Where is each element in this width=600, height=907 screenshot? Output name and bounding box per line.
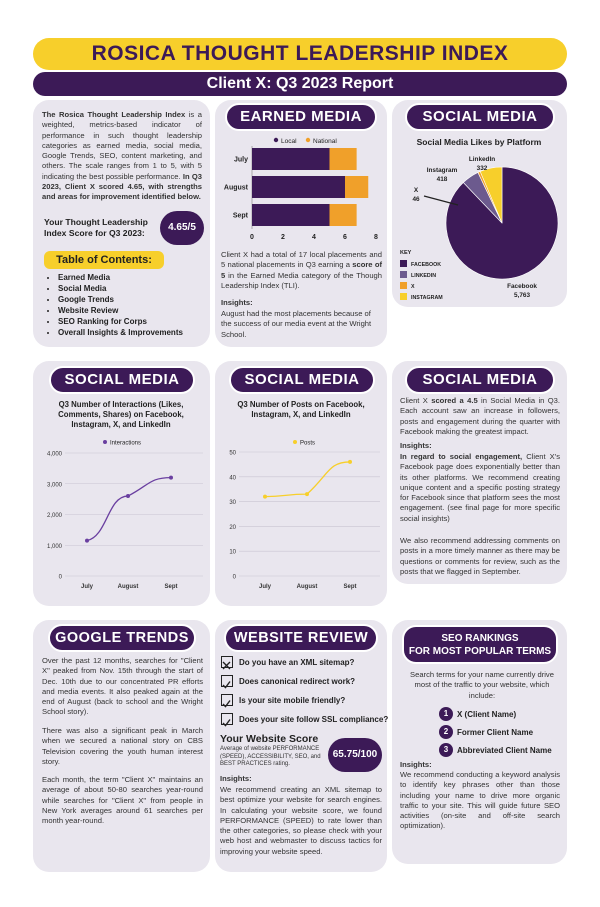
legend-local-swatch bbox=[274, 138, 278, 142]
pie-key-swatch bbox=[400, 293, 407, 300]
seo-insights-label: Insights: bbox=[400, 760, 432, 769]
social-text-p3: We also recommend addressing comments on posts in a more timely manner as there may be questions or comments for review, such as the posts that we flagged in September. bbox=[400, 536, 560, 576]
website-insights: We recommend creating an XML sitemap to best optimize your website for search engines. In calculating your website score, we found PERFORMANCE (SPEED) to rate lower than the other categories, so please check with your web host and webmaster to discuss tactics for improving your website speed. bbox=[220, 785, 382, 856]
y-tick-label: 20 bbox=[229, 524, 236, 531]
toc-list bbox=[46, 272, 206, 338]
seo-term-number: 1 bbox=[439, 707, 453, 721]
social-text-p1c: in Social Media in Q3. Each account saw an increase in followers, posts and engagement during the quarter with Facebook making the greatest impact. bbox=[400, 396, 560, 436]
em-x-tick: 0 bbox=[250, 234, 254, 241]
posts-legend-label: Posts bbox=[300, 440, 316, 447]
x-tick-label: July bbox=[80, 584, 94, 590]
seo-intro: Search terms for your name currently drive most of the traffic to your website, which include: bbox=[410, 670, 554, 700]
toc-item[interactable]: • Website Review bbox=[58, 305, 206, 316]
x-tick-label: Sept bbox=[343, 584, 357, 590]
google-trends-p2: There was also a significant peak in March when we secured a national story on CBS Television covering the youth human interest story. bbox=[42, 726, 203, 766]
y-tick-label: 4,000 bbox=[46, 451, 62, 458]
em-bar-local bbox=[252, 176, 345, 198]
seo-insights: We recommend conducting a keyword analysis to identify key phrases other than those including your name to drive more organic traffic to your site. This will guide future SEO activities (on-site and off-site search optimization). bbox=[400, 770, 560, 831]
interactions-chart-title-line2: Comments, Shares) on Facebook, bbox=[58, 410, 184, 419]
website-score-badge: 65.75/100 bbox=[328, 738, 382, 772]
interactions-chart-title-line1: Q3 Number of Interactions (Likes, bbox=[58, 400, 184, 409]
seo-term-label: X (Client Name) bbox=[457, 710, 517, 719]
seo-heading-line1: SEO RANKINGS bbox=[441, 633, 519, 644]
em-bar-national bbox=[345, 176, 368, 198]
interactions-legend-swatch bbox=[103, 440, 107, 444]
seo-term-label: Former Client Name bbox=[457, 728, 534, 737]
pie-label-linkedin-value: 332 bbox=[476, 165, 488, 172]
pie-label-linkedin-name: LinkedIn bbox=[468, 156, 496, 163]
earned-media-text bbox=[221, 250, 382, 291]
social-text-p1a: Client X bbox=[400, 396, 432, 405]
social-text-heading: SOCIAL MEDIA bbox=[405, 366, 555, 394]
posts-chart-title-line1: Q3 Number of Posts on Facebook, bbox=[237, 400, 365, 409]
seo-term-number: 2 bbox=[439, 725, 453, 739]
data-point bbox=[85, 539, 89, 543]
y-tick-label: 1,000 bbox=[46, 543, 62, 550]
checklist-label: Does canonical redirect work? bbox=[239, 677, 356, 686]
y-tick-label: 50 bbox=[229, 450, 236, 457]
em-bar-local bbox=[252, 148, 330, 170]
social-text-p2a: In regard to social engagement, bbox=[400, 452, 523, 461]
pie-label-x-value: 46 bbox=[412, 196, 420, 203]
social-pie-chart bbox=[392, 133, 567, 307]
em-x-tick: 2 bbox=[281, 234, 285, 241]
report-subtitle: Client X: Q3 2023 Report bbox=[33, 72, 567, 96]
em-bar-national bbox=[330, 204, 357, 226]
report-title: ROSICA THOUGHT LEADERSHIP INDEX bbox=[33, 38, 567, 70]
earned-media-text-a: Client X had a total of 17 local placements and 5 national placements in Q3 earning a bbox=[221, 250, 382, 270]
em-bar-national bbox=[330, 148, 357, 170]
data-point bbox=[305, 492, 309, 496]
legend-national-swatch bbox=[306, 138, 310, 142]
check-mark-icon bbox=[222, 680, 231, 689]
score-label: Your Thought Leadership Index Score for Q3 2023: bbox=[44, 217, 148, 238]
website-review-heading: WEBSITE REVIEW bbox=[224, 624, 378, 652]
tli-score-badge: 4.65/5 bbox=[160, 211, 204, 245]
posts-chart-title-line2: Instagram, X, and LinkedIn bbox=[251, 410, 351, 419]
social-text-score: scored a 4.5 bbox=[431, 396, 478, 405]
y-tick-label: 3,000 bbox=[46, 482, 62, 489]
pie-label-x-name: X bbox=[413, 187, 419, 194]
data-point bbox=[263, 495, 267, 499]
em-category-label: Sept bbox=[232, 212, 248, 220]
series-line bbox=[87, 478, 171, 541]
toc-item[interactable]: • Earned Media bbox=[58, 272, 206, 283]
checklist-label: Do you have an XML sitemap? bbox=[239, 658, 355, 667]
checklist-label: Does your site follow SSL compliance? bbox=[239, 715, 389, 724]
x-mark-icon bbox=[222, 661, 231, 670]
social-text-p2 bbox=[400, 452, 560, 524]
earned-media-insights: August had the most placements because of the success of our media event at the Wright School. bbox=[221, 309, 372, 339]
y-tick-label: 0 bbox=[232, 574, 236, 581]
toc-title: Table of Contents: bbox=[44, 251, 164, 269]
data-point bbox=[348, 460, 352, 464]
social-pie-heading: SOCIAL MEDIA bbox=[405, 103, 555, 131]
toc-item[interactable]: • Social Media bbox=[58, 283, 206, 294]
em-x-tick: 4 bbox=[312, 234, 316, 241]
social-posts-heading: SOCIAL MEDIA bbox=[229, 366, 375, 394]
data-point bbox=[169, 476, 173, 480]
em-x-tick: 6 bbox=[343, 234, 347, 241]
checkbox-checked-icon[interactable] bbox=[221, 675, 233, 687]
x-tick-label: August bbox=[296, 584, 318, 590]
pie-key-swatch bbox=[400, 260, 407, 267]
pie-key-item: LINKEDIN bbox=[411, 273, 437, 279]
posts-chart bbox=[215, 396, 387, 601]
posts-legend-swatch bbox=[293, 440, 297, 444]
intro-text bbox=[42, 110, 202, 203]
checkbox-unchecked-x-icon[interactable] bbox=[221, 656, 233, 668]
em-category-label: August bbox=[223, 184, 248, 192]
earned-media-text-c: in the Earned Media category of the Though Leadership Index (TLI). bbox=[221, 270, 382, 290]
em-category-label: July bbox=[233, 156, 248, 164]
pie-key-swatch bbox=[400, 282, 407, 289]
pie-key-item: X bbox=[411, 284, 415, 290]
seo-term-number: 3 bbox=[439, 743, 453, 757]
toc-item[interactable]: • Overall Insights & Improvements bbox=[58, 327, 206, 338]
pie-chart-title: Social Media Likes by Platform bbox=[416, 137, 542, 147]
pie-key-item: FACEBOOK bbox=[411, 262, 442, 268]
seo-heading bbox=[402, 625, 558, 664]
legend-local-label: Local bbox=[281, 138, 297, 145]
google-trends-heading: GOOGLE TRENDS bbox=[48, 624, 196, 652]
website-score-desc: Average of website PERFORMANCE (SPEED), ACCESSIBILITY, SEO, and BEST PRACTICES rating. bbox=[220, 746, 321, 768]
toc-item[interactable]: • SEO Ranking for Corps bbox=[58, 316, 206, 327]
y-tick-label: 30 bbox=[229, 500, 236, 507]
check-mark-icon bbox=[222, 718, 231, 727]
seo-term-label: Abbreviated Client Name bbox=[457, 746, 552, 755]
social-interactions-heading: SOCIAL MEDIA bbox=[49, 366, 195, 394]
pie-key-item: INSTAGRAM bbox=[411, 295, 443, 301]
pie-label-facebook-value: 5,763 bbox=[514, 292, 530, 299]
social-text-p2b: Client X's Facebook page does exponentially better than its other platforms. We recommend creating unique content and a specific posting strategy for Facebook since that platform sees the most engagement. (see final page for more specific social insights) bbox=[400, 452, 560, 523]
x-tick-label: August bbox=[117, 584, 139, 590]
intro-desc: is a weighted, metrics-based indicator of performance in such thought leadership categories as earned media, social media, Google Trends, SEO, content marketing, and others. The scale ranges from 1 to 5, with 5 indicating the best possible performance. bbox=[42, 110, 202, 181]
y-tick-label: 40 bbox=[229, 475, 236, 482]
social-text-insights-label: Insights: bbox=[400, 441, 432, 450]
legend-national-label: National bbox=[313, 138, 337, 145]
data-point bbox=[126, 494, 130, 498]
em-bar-local bbox=[252, 204, 330, 226]
y-tick-label: 2,000 bbox=[46, 513, 62, 519]
earned-media-heading: EARNED MEDIA bbox=[225, 103, 377, 131]
pie-label-instagram-name: Instagram bbox=[426, 167, 458, 174]
pie-key-swatch bbox=[400, 271, 407, 278]
google-trends-p3: Each month, the term "Client X" maintains an average of about 50-80 searches year-round while searches for "Client X" from people in New York averages around 61 searches per month year-round. bbox=[42, 775, 203, 826]
y-tick-label: 10 bbox=[229, 549, 236, 556]
y-tick-label: 0 bbox=[58, 574, 62, 581]
interactions-chart-title-line3: Instagram, X, and LinkedIn bbox=[71, 420, 171, 429]
interactions-legend-label: Interactions bbox=[110, 440, 142, 447]
google-trends-p1: Over the past 12 months, searches for "Client X" peaked from Nov. 15th through the start of Dec. 10th due to our concentrated PR efforts and media events. It also peaked again at the end of August (back to school and the Wright School story). bbox=[42, 656, 203, 717]
website-insights-label: Insights: bbox=[220, 774, 252, 783]
em-legend bbox=[274, 138, 338, 145]
intro-brand: The Rosica Thought Leadership Index bbox=[42, 110, 186, 119]
x-tick-label: July bbox=[258, 584, 272, 590]
checkbox-checked-icon[interactable] bbox=[221, 694, 233, 706]
social-text-p1 bbox=[400, 396, 560, 437]
toc-item[interactable]: • Google Trends bbox=[58, 294, 206, 305]
pie-label-instagram-value: 418 bbox=[436, 176, 448, 183]
interactions-chart bbox=[33, 396, 210, 601]
earned-media-score: score of 5 bbox=[221, 260, 382, 280]
website-score-title: Your Website Score bbox=[220, 733, 319, 745]
seo-heading-line2: FOR MOST POPULAR TERMS bbox=[408, 646, 552, 657]
earned-media-chart bbox=[218, 134, 384, 246]
checklist-label: Is your site mobile friendly? bbox=[239, 696, 346, 705]
series-line bbox=[265, 462, 350, 497]
em-x-tick: 8 bbox=[374, 234, 378, 241]
earned-media-insights-label: Insights: bbox=[221, 298, 253, 307]
checkbox-checked-icon[interactable] bbox=[221, 713, 233, 725]
x-tick-label: Sept bbox=[164, 584, 178, 590]
intro-bold: In Q3 2023, Client X scored 4.65, with strengths and areas for improvement identified below. bbox=[42, 171, 202, 202]
pie-key-label: KEY bbox=[400, 250, 412, 256]
check-mark-icon bbox=[222, 699, 231, 708]
pie-label-facebook-name: Facebook bbox=[507, 283, 537, 290]
